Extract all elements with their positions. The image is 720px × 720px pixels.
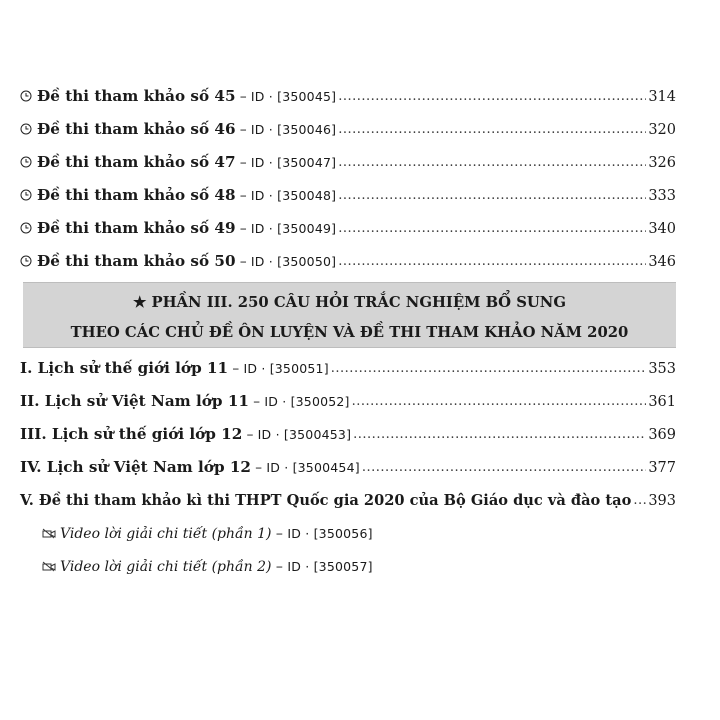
table-of-contents bbox=[20, 80, 676, 583]
id-code: [350051] bbox=[269, 361, 329, 376]
dash-separator: – bbox=[271, 559, 288, 575]
id-code: [350046] bbox=[277, 122, 337, 137]
dot-separator: · bbox=[301, 559, 314, 574]
clock-icon bbox=[20, 90, 32, 102]
page-number: 361 bbox=[648, 394, 676, 410]
id-label: ID bbox=[250, 221, 265, 236]
dash-separator: – bbox=[235, 221, 251, 237]
id-code: [350047] bbox=[277, 155, 337, 170]
clock-icon bbox=[20, 189, 32, 201]
page-number: 340 bbox=[648, 221, 676, 237]
video-entry-title: Video lời giải chi tiết (phần 2) bbox=[60, 559, 272, 575]
page-number: 353 bbox=[648, 361, 676, 377]
id-label: ID bbox=[250, 155, 265, 170]
entry-title: Đề thi tham khảo số 49 bbox=[37, 219, 236, 237]
id-label: ID bbox=[243, 361, 258, 376]
page-number: 333 bbox=[648, 188, 676, 204]
page-number: 320 bbox=[648, 122, 676, 138]
entry-title: I. Lịch sử thế giới lớp 11 bbox=[20, 359, 229, 377]
dot-separator: · bbox=[301, 526, 314, 541]
dot-leader bbox=[338, 145, 646, 179]
clock-icon bbox=[20, 156, 32, 168]
page-number: 369 bbox=[648, 427, 676, 443]
entry-title: II. Lịch sử Việt Nam lớp 11 bbox=[20, 392, 249, 410]
dash-separator: – bbox=[235, 89, 251, 105]
id-code: [3500453] bbox=[283, 427, 352, 442]
entry-title: Đề thi tham khảo số 46 bbox=[37, 120, 236, 138]
entry-title: Đề thi tham khảo số 48 bbox=[37, 186, 236, 204]
id-label: ID bbox=[264, 394, 279, 409]
toc-row-topic-2[interactable] bbox=[20, 385, 676, 418]
video-entry-title: Video lời giải chi tiết (phần 1) bbox=[60, 526, 272, 542]
dot-separator: · bbox=[278, 394, 291, 409]
dot-leader bbox=[338, 178, 646, 212]
dash-separator: – bbox=[250, 460, 267, 476]
id-code: [350045] bbox=[277, 89, 337, 104]
clock-icon bbox=[20, 255, 32, 267]
section-banner bbox=[23, 282, 676, 348]
page-number: 377 bbox=[648, 460, 676, 476]
dot-leader bbox=[633, 483, 646, 517]
dot-separator: · bbox=[264, 188, 278, 203]
dot-leader bbox=[352, 384, 647, 418]
dash-separator: – bbox=[235, 122, 251, 138]
id-code: [350048] bbox=[277, 188, 337, 203]
entry-title: V. Đề thi tham khảo kì thi THPT Quốc gia 2020 của Bộ Giáo dục và đào tạo bbox=[20, 492, 632, 509]
section-banner-line1: ★ PHẦN III. 250 CÂU HỎI TRẮC NGHIỆM BỔ SUNG bbox=[133, 294, 566, 311]
dash-separator: – bbox=[235, 254, 251, 270]
dash-separator: – bbox=[235, 188, 251, 204]
toc-row-exam-50[interactable] bbox=[20, 245, 676, 278]
video-entry-1[interactable] bbox=[20, 517, 676, 550]
dot-separator: · bbox=[271, 427, 284, 442]
dash-separator: – bbox=[271, 526, 288, 542]
dot-separator: · bbox=[264, 122, 278, 137]
id-code: [350056] bbox=[313, 526, 373, 541]
id-label: ID bbox=[250, 254, 265, 269]
dot-separator: · bbox=[264, 155, 278, 170]
dot-leader bbox=[338, 79, 646, 113]
dash-separator: – bbox=[235, 155, 251, 171]
toc-row-topic-3[interactable] bbox=[20, 418, 676, 451]
entry-title: Đề thi tham khảo số 47 bbox=[37, 153, 236, 171]
dot-separator: · bbox=[264, 221, 278, 236]
id-label: ID bbox=[257, 427, 272, 442]
dot-separator: · bbox=[264, 89, 278, 104]
dot-leader bbox=[331, 351, 647, 385]
clock-icon bbox=[20, 123, 32, 135]
toc-row-exam-48[interactable] bbox=[20, 179, 676, 212]
dash-separator: – bbox=[248, 394, 265, 410]
video-camera-icon bbox=[42, 561, 56, 572]
dot-leader bbox=[338, 211, 646, 245]
dot-separator: · bbox=[264, 254, 278, 269]
dot-separator: · bbox=[280, 460, 293, 475]
page-number: 346 bbox=[648, 254, 676, 270]
dot-leader bbox=[362, 450, 647, 484]
dash-separator: – bbox=[228, 361, 244, 377]
id-label: ID bbox=[250, 188, 265, 203]
entry-title: Đề thi tham khảo số 45 bbox=[37, 87, 236, 105]
id-code: [350050] bbox=[277, 254, 337, 269]
entry-title: IV. Lịch sử Việt Nam lớp 12 bbox=[20, 458, 251, 476]
toc-row-topic-1[interactable] bbox=[20, 352, 676, 385]
dot-leader bbox=[353, 417, 646, 451]
id-code: [350052] bbox=[290, 394, 350, 409]
toc-row-topic-5[interactable] bbox=[20, 484, 676, 517]
id-label: ID bbox=[250, 122, 265, 137]
page-number: 326 bbox=[648, 155, 676, 171]
id-label: ID bbox=[266, 460, 281, 475]
id-label: ID bbox=[250, 89, 265, 104]
entry-title: III. Lịch sử thế giới lớp 12 bbox=[20, 425, 243, 443]
dot-separator: · bbox=[257, 361, 270, 376]
dot-leader bbox=[338, 112, 646, 146]
id-label: ID bbox=[287, 526, 302, 541]
video-camera-icon bbox=[42, 528, 56, 539]
dot-leader bbox=[338, 244, 646, 278]
toc-row-topic-4[interactable] bbox=[20, 451, 676, 484]
toc-row-exam-46[interactable] bbox=[20, 113, 676, 146]
section-banner-line2: THEO CÁC CHỦ ĐỀ ÔN LUYỆN VÀ ĐỀ THI THAM KHẢO NĂM 2020 bbox=[70, 324, 629, 341]
page-number: 393 bbox=[648, 493, 676, 509]
toc-row-exam-45[interactable] bbox=[20, 80, 676, 113]
toc-row-exam-47[interactable] bbox=[20, 146, 676, 179]
id-code: [350057] bbox=[313, 559, 373, 574]
id-code: [3500454] bbox=[292, 460, 360, 475]
dash-separator: – bbox=[242, 427, 258, 443]
page-number: 314 bbox=[648, 89, 676, 105]
entry-title: Đề thi tham khảo số 50 bbox=[37, 252, 236, 270]
clock-icon bbox=[20, 222, 32, 234]
id-label: ID bbox=[287, 559, 302, 574]
video-entry-2[interactable] bbox=[20, 550, 676, 583]
toc-row-exam-49[interactable] bbox=[20, 212, 676, 245]
id-code: [350049] bbox=[277, 221, 337, 236]
